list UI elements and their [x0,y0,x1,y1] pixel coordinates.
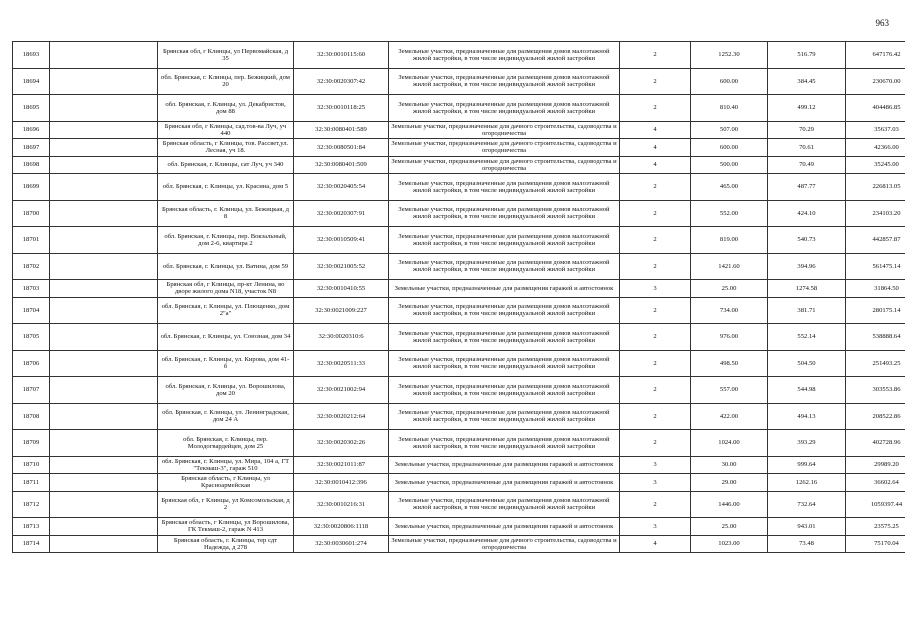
cadastral-number-cell: 32:30:0020307:91 [294,200,389,227]
specific-value-cell: 943.01 [768,518,846,536]
specific-value-cell: 504.50 [768,350,846,377]
specific-value-cell: 540.73 [768,227,846,254]
empty-cell [50,227,158,254]
address-cell: Брянская обл, г Клинцы, сад.тов-ва Луч, уч 440 [158,121,294,139]
address-cell: Брянская область, г. Клинцы, ул. Бежицкая, д 8 [158,200,294,227]
use-group-cell: 2 [620,174,691,201]
cadastral-value-cell: 404486.85 [846,95,905,122]
use-group-cell: 2 [620,297,691,324]
cadastral-value-cell: 36602.64 [846,474,905,492]
address-cell: обл. Брянская, г. Клинцы, ул. Ватина, дом 59 [158,253,294,280]
empty-cell [50,535,158,553]
row-number: 18699 [13,174,50,201]
land-use-cell: Земельные участки, предназначенные для размещения домов малоэтажной жилой застройки, в том числе индивидуальной жилой застройки [389,253,620,280]
cadastral-number-cell: 32:30:0020806:1118 [294,518,389,536]
address-cell: обл. Брянская, г. Клинцы, ул. Красина, дом 5 [158,174,294,201]
cadastral-value-cell: 42366.00 [846,139,905,157]
empty-cell [50,403,158,430]
table-row [13,280,905,298]
area-cell: 498.50 [691,350,768,377]
land-use-cell: Земельные участки, предназначенные для размещения домов малоэтажной жилой застройки, в том числе индивидуальной жилой застройки [389,42,620,69]
table-row [13,227,905,254]
cadastral-number-cell: 32:30:0010115:60 [294,42,389,69]
area-cell: 976.00 [691,324,768,351]
empty-cell [50,518,158,536]
cadastral-value-cell: 75170.04 [846,535,905,553]
empty-cell [50,377,158,404]
table-row [13,518,905,536]
cadastral-number-cell: 32:30:0020405:54 [294,174,389,201]
address-cell: Брянская обл, г Клинцы, ул Первомайская, д 35 [158,42,294,69]
area-cell: 25.00 [691,280,768,298]
specific-value-cell: 70.49 [768,156,846,174]
specific-value-cell: 394.96 [768,253,846,280]
use-group-cell: 4 [620,535,691,553]
cadastral-number-cell: 32:30:0020212:64 [294,403,389,430]
cadastral-value-cell: 647176.42 [846,42,905,69]
area-cell: 1024.00 [691,430,768,457]
use-group-cell: 3 [620,474,691,492]
cadastral-number-cell: 32:30:0020310:6 [294,324,389,351]
area-cell: 1446.00 [691,491,768,518]
land-use-cell: Земельные участки, предназначенные для размещения гаражей и автостоянок [389,280,620,298]
cadastral-number-cell: 32:30:0021011:87 [294,456,389,474]
land-use-cell: Земельные участки, предназначенные для размещения домов малоэтажной жилой застройки, в том числе индивидуальной жилой застройки [389,68,620,95]
empty-cell [50,42,158,69]
use-group-cell: 2 [620,95,691,122]
use-group-cell: 2 [620,68,691,95]
empty-cell [50,430,158,457]
address-cell: Брянская область, г Клинцы, тов. Рассвет,ул. Лесная, уч 18. [158,139,294,157]
table-row [13,68,905,95]
row-number: 18707 [13,377,50,404]
table-row [13,200,905,227]
area-cell: 734.00 [691,297,768,324]
area-cell: 1252.30 [691,42,768,69]
empty-cell [50,68,158,95]
area-cell: 552.00 [691,200,768,227]
area-cell: 600.00 [691,68,768,95]
empty-cell [50,174,158,201]
row-number: 18713 [13,518,50,536]
land-use-cell: Земельные участки, предназначенные для размещения домов малоэтажной жилой застройки, в том числе индивидуальной жилой застройки [389,403,620,430]
specific-value-cell: 552.14 [768,324,846,351]
specific-value-cell: 73.48 [768,535,846,553]
use-group-cell: 2 [620,377,691,404]
table-row [13,403,905,430]
area-cell: 422.00 [691,403,768,430]
land-use-cell: Земельные участки, предназначенные для размещения домов малоэтажной жилой застройки, в том числе индивидуальной жилой застройки [389,174,620,201]
cadastral-number-cell: 32:30:0020511:33 [294,350,389,377]
cadastral-number-cell: 32:30:0010216:31 [294,491,389,518]
cadastral-value-cell: 234103.20 [846,200,905,227]
table-row [13,253,905,280]
land-use-cell: Земельные участки, предназначенные для размещения домов малоэтажной жилой застройки, в том числе индивидуальной жилой застройки [389,297,620,324]
table-row [13,456,905,474]
table-row [13,324,905,351]
use-group-cell: 3 [620,456,691,474]
land-use-cell: Земельные участки, предназначенные для дачного строительства, садоводства и огородничества [389,535,620,553]
cadastral-value-table [12,41,905,553]
table-row [13,535,905,553]
address-cell: обл. Брянская, г. Клинцы, пер. Молодогвардейцев, дом 25 [158,430,294,457]
empty-cell [50,200,158,227]
specific-value-cell: 393.29 [768,430,846,457]
empty-cell [50,121,158,139]
row-number: 18712 [13,491,50,518]
empty-cell [50,280,158,298]
specific-value-cell: 499.12 [768,95,846,122]
table-row [13,156,905,174]
specific-value-cell: 494.13 [768,403,846,430]
table-row [13,430,905,457]
land-use-cell: Земельные участки, предназначенные для размещения гаражей и автостоянок [389,474,620,492]
empty-cell [50,253,158,280]
cadastral-number-cell: 32:30:0020302:26 [294,430,389,457]
empty-cell [50,350,158,377]
row-number: 18703 [13,280,50,298]
use-group-cell: 2 [620,200,691,227]
table-row [13,42,905,69]
row-number: 18697 [13,139,50,157]
row-number: 18714 [13,535,50,553]
row-number: 18700 [13,200,50,227]
cadastral-value-cell: 280175.14 [846,297,905,324]
row-number: 18698 [13,156,50,174]
cadastral-number-cell: 32:30:0021005:52 [294,253,389,280]
empty-cell [50,491,158,518]
row-number: 18694 [13,68,50,95]
cadastral-number-cell: 32:30:0020307:42 [294,68,389,95]
row-number: 18704 [13,297,50,324]
land-use-cell: Земельные участки, предназначенные для размещения домов малоэтажной жилой застройки, в том числе индивидуальной жилой застройки [389,377,620,404]
specific-value-cell: 70.29 [768,121,846,139]
use-group-cell: 4 [620,156,691,174]
area-cell: 600.00 [691,139,768,157]
land-use-cell: Земельные участки, предназначенные для дачного строительства, садоводства и огородничества [389,121,620,139]
cadastral-value-cell: 31864.50 [846,280,905,298]
cadastral-number-cell: 32:30:0080501:84 [294,139,389,157]
land-use-cell: Земельные участки, предназначенные для размещения гаражей и автостоянок [389,456,620,474]
address-cell: обл. Брянская, г. Клинцы, сат Луч, уч 340 [158,156,294,174]
cadastral-number-cell: 32:30:0021002:94 [294,377,389,404]
empty-cell [50,456,158,474]
area-cell: 557.00 [691,377,768,404]
empty-cell [50,156,158,174]
use-group-cell: 2 [620,253,691,280]
cadastral-number-cell: 32:30:0010412:396 [294,474,389,492]
land-use-cell: Земельные участки, предназначенные для размещения домов малоэтажной жилой застройки, в том числе индивидуальной жилой застройки [389,95,620,122]
specific-value-cell: 999.64 [768,456,846,474]
row-number: 18696 [13,121,50,139]
land-use-cell: Земельные участки, предназначенные для размещения домов малоэтажной жилой застройки, в том числе индивидуальной жилой застройки [389,491,620,518]
address-cell: обл. Брянская, г. Клинцы, ул. Плющенко, дом 2"а" [158,297,294,324]
empty-cell [50,324,158,351]
row-number: 18711 [13,474,50,492]
use-group-cell: 4 [620,121,691,139]
area-cell: 465.00 [691,174,768,201]
area-cell: 500.00 [691,156,768,174]
row-number: 18710 [13,456,50,474]
empty-cell [50,297,158,324]
table-row [13,139,905,157]
cadastral-value-cell: 251493.25 [846,350,905,377]
cadastral-number-cell: 32:30:0030601:274 [294,535,389,553]
cadastral-value-cell: 35245.00 [846,156,905,174]
area-cell: 29.00 [691,474,768,492]
land-use-cell: Земельные участки, предназначенные для размещения домов малоэтажной жилой застройки, в том числе индивидуальной жилой застройки [389,324,620,351]
cadastral-value-cell: 1059397.44 [846,491,905,518]
area-cell: 1421.60 [691,253,768,280]
use-group-cell: 2 [620,324,691,351]
address-cell: Брянская область, г. Клинцы, тер сдт Надежда, д 278 [158,535,294,553]
address-cell: обл. Брянская, г. Клинцы, пер. Вокзальный, дом 2-6, квартира 2 [158,227,294,254]
specific-value-cell: 487.77 [768,174,846,201]
area-cell: 819.00 [691,227,768,254]
land-use-cell: Земельные участки, предназначенные для дачного строительства, садоводства и огородничества [389,139,620,157]
use-group-cell: 2 [620,42,691,69]
land-use-cell: Земельные участки, предназначенные для размещения гаражей и автостоянок [389,518,620,536]
table-row [13,297,905,324]
empty-cell [50,474,158,492]
specific-value-cell: 1262.16 [768,474,846,492]
specific-value-cell: 70.61 [768,139,846,157]
row-number: 18701 [13,227,50,254]
specific-value-cell: 516.79 [768,42,846,69]
address-cell: обл. Брянская, г. Клинцы, ул. Кирова, дом 41-б [158,350,294,377]
cadastral-value-cell: 23575.25 [846,518,905,536]
area-cell: 1023.00 [691,535,768,553]
use-group-cell: 2 [620,403,691,430]
row-number: 18705 [13,324,50,351]
cadastral-number-cell: 32:30:0010509:41 [294,227,389,254]
land-use-cell: Земельные участки, предназначенные для размещения домов малоэтажной жилой застройки, в том числе индивидуальной жилой застройки [389,430,620,457]
cadastral-value-cell: 29989.20 [846,456,905,474]
cadastral-number-cell: 32:30:0010410:55 [294,280,389,298]
cadastral-value-cell: 561475.14 [846,253,905,280]
area-cell: 30.00 [691,456,768,474]
row-number: 18709 [13,430,50,457]
cadastral-number-cell: 32:30:0010118:25 [294,95,389,122]
use-group-cell: 2 [620,350,691,377]
row-number: 18702 [13,253,50,280]
row-number: 18708 [13,403,50,430]
address-cell: Брянская область, г Клинцы, ул Красноармейская [158,474,294,492]
address-cell: обл. Брянская, г. Клинцы, ул. Декабристов, дом 88 [158,95,294,122]
cadastral-value-cell: 230670.00 [846,68,905,95]
use-group-cell: 3 [620,280,691,298]
empty-cell [50,95,158,122]
address-cell: обл. Брянская, г. Клинцы, пер. Бежицкий, дом 20 [158,68,294,95]
land-use-cell: Земельные участки, предназначенные для размещения домов малоэтажной жилой застройки, в том числе индивидуальной жилой застройки [389,227,620,254]
cadastral-number-cell: 32:30:0080401:589 [294,121,389,139]
address-cell: Брянская обл, г Клинцы, пр-кт Ленина, во дворе жилого дома N18, участок N8 [158,280,294,298]
table-row [13,95,905,122]
use-group-cell: 3 [620,518,691,536]
cadastral-value-cell: 402728.96 [846,430,905,457]
page-number: 963 [875,18,889,28]
specific-value-cell: 384.45 [768,68,846,95]
address-cell: обл. Брянская, г. Клинцы, ул. Ленинградская, дом 24 А [158,403,294,430]
cadastral-number-cell: 32:30:0021009:227 [294,297,389,324]
empty-cell [50,139,158,157]
use-group-cell: 4 [620,139,691,157]
row-number: 18693 [13,42,50,69]
table-row [13,474,905,492]
land-use-cell: Земельные участки, предназначенные для размещения домов малоэтажной жилой застройки, в том числе индивидуальной жилой застройки [389,200,620,227]
cadastral-number-cell: 32:30:0080401:509 [294,156,389,174]
area-cell: 810.40 [691,95,768,122]
cadastral-value-cell: 226813.05 [846,174,905,201]
use-group-cell: 2 [620,491,691,518]
specific-value-cell: 1274.58 [768,280,846,298]
cadastral-value-cell: 303553.86 [846,377,905,404]
table-body [13,42,905,553]
address-cell: Брянская обл, г Клинцы, ул Комсомольская, д 2 [158,491,294,518]
land-use-cell: Земельные участки, предназначенные для размещения домов малоэтажной жилой застройки, в том числе индивидуальной жилой застройки [389,350,620,377]
cadastral-value-cell: 538888.64 [846,324,905,351]
row-number: 18695 [13,95,50,122]
area-cell: 25.00 [691,518,768,536]
specific-value-cell: 381.71 [768,297,846,324]
table-row [13,174,905,201]
cadastral-value-cell: 442857.87 [846,227,905,254]
land-use-cell: Земельные участки, предназначенные для дачного строительства, садоводства и огородничества [389,156,620,174]
use-group-cell: 2 [620,430,691,457]
specific-value-cell: 732.64 [768,491,846,518]
table-row [13,491,905,518]
specific-value-cell: 544.98 [768,377,846,404]
use-group-cell: 2 [620,227,691,254]
address-cell: Брянская область, г Клинцы, ул Ворошилова, ГК Текмаш-2, гараж N 413 [158,518,294,536]
cadastral-value-cell: 35637.03 [846,121,905,139]
table-row [13,350,905,377]
row-number: 18706 [13,350,50,377]
cadastral-value-cell: 208522.86 [846,403,905,430]
table-row [13,121,905,139]
table-row [13,377,905,404]
address-cell: обл. Брянская, г. Клинцы, ул. Ворошилова, дом 20 [158,377,294,404]
address-cell: обл. Брянская, г. Клинцы, ул. Мира, 104 а, ГТ "Текмаш-3", гараж 510 [158,456,294,474]
address-cell: обл. Брянская, г. Клинцы, ул. Союзная, дом 34 [158,324,294,351]
specific-value-cell: 424.10 [768,200,846,227]
area-cell: 507.00 [691,121,768,139]
